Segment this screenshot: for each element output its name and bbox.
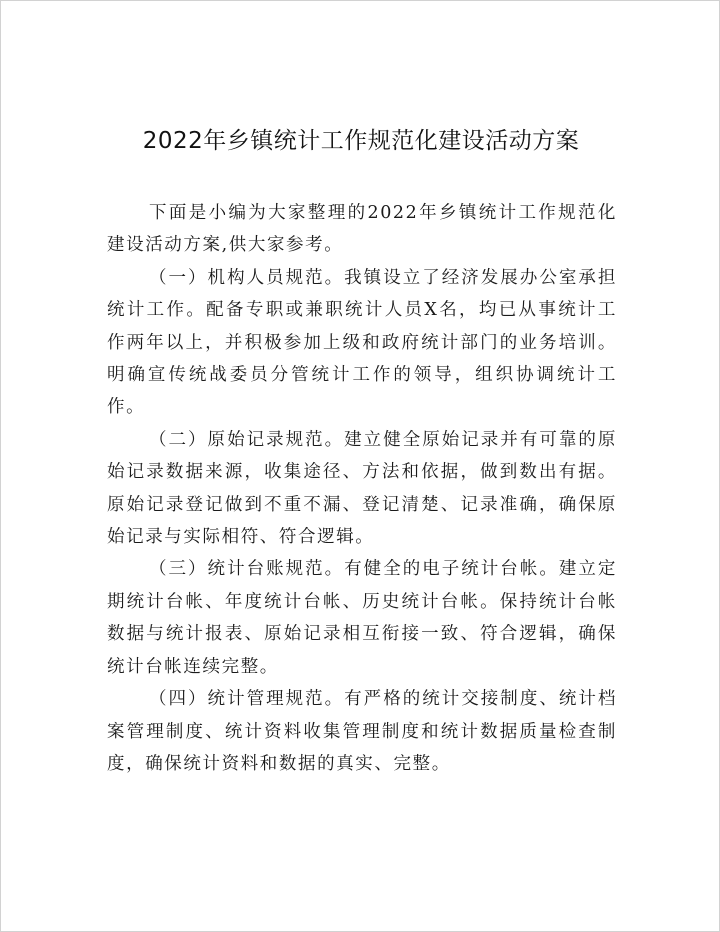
paragraph-original-records: （二）原始记录规范。建立健全原始记录并有可靠的原始记录数据来源，收集途径、方法和依据，做到数出有据。原始记录登记做到不重不漏、登记清楚、记录准确，确保原始记录与实际相符、符合逻辑。: [107, 429, 617, 548]
paragraph-management: （四）统计管理规范。有严格的统计交接制度、统计档案管理制度、统计资料收集管理制度和统计数据质量检查制度，确保统计资料和数据的真实、完整。: [107, 689, 617, 774]
intro-paragraph: 下面是小编为大家整理的2022年乡镇统计工作规范化建设活动方案,供大家参考。: [107, 203, 617, 256]
paragraph-organization: （一）机构人员规范。我镇设立了经济发展办公室承担统计工作。配备专职或兼职统计人员X名，均已从事统计工作两年以上，并积极参加上级和政府统计部门的业务培训。明确宣传统战委员分管统计工作的领导，组织协调统计工作。: [107, 267, 617, 418]
paragraph-ledger: （三）统计台账规范。有健全的电子统计台帐。建立定期统计台帐、年度统计台帐、历史统计台帐。保持统计台帐数据与统计报表、原始记录相互衔接一致、符合逻辑，确保统计台帐连续完整。: [107, 559, 617, 677]
document-body: [107, 197, 617, 780]
document-title: 2022年乡镇统计工作规范化建设活动方案: [142, 128, 580, 154]
